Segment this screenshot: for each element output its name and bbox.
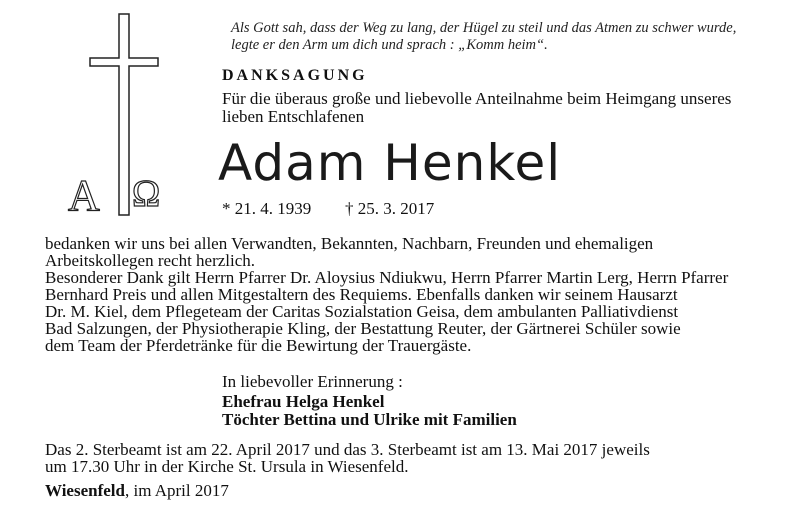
cross-alpha-omega-icon — [60, 10, 170, 225]
deceased-name: Adam Henkel — [218, 134, 562, 192]
place-name: Wiesenfeld — [45, 481, 125, 500]
date-text: , im April 2017 — [124, 481, 229, 500]
body-line-5: Dr. M. Kiel, dem Pflegeteam der Caritas Sozialstation Geisa, dem ambulanten Palliativdienst — [45, 302, 679, 321]
signature-widow: Ehefrau Helga Henkel — [222, 392, 385, 411]
omega-glyph: Ω — [132, 173, 161, 215]
body-line-2: Arbeitskollegen recht herzlich. — [45, 251, 256, 270]
body-line-4: Bernhard Preis und allen Mitgestaltern des Requiems. Ebenfalls danken wir seinem Hausarzt — [45, 285, 678, 304]
body-line-6: Bad Salzungen, der Physiotherapie Kling, der Bestattung Reuter, der Gärtnerei Schüler sowie — [45, 319, 681, 338]
birth-date: * 21. 4. 1939 — [222, 199, 312, 218]
requiem-line-2: um 17.30 Uhr in der Kirche St. Ursula in Wiesenfeld. — [45, 457, 409, 476]
quote-line-2: legte er den Arm um dich und sprach : „Komm heim“. — [231, 37, 548, 53]
body-line-7: dem Team der Pferdetränke für die Bewirtung der Trauergäste. — [45, 336, 472, 355]
body-line-3: Besonderer Dank gilt Herrn Pfarrer Dr. Aloysius Ndiukwu, Herrn Pfarrer Martin Lerg, Herrn Pfarrer — [45, 268, 729, 287]
heading-danksagung: DANKSAGUNG — [222, 67, 368, 84]
body-line-1: bedanken wir uns bei allen Verwandten, Bekannten, Nachbarn, Freunden und ehemaligen — [45, 234, 654, 253]
intro-line-1: Für die überaus große und liebevolle Anteilnahme beim Heimgang unseres — [222, 89, 732, 108]
signature-intro: In liebevoller Erinnerung : — [222, 372, 403, 391]
death-date: † 25. 3. 2017 — [345, 199, 435, 218]
signature-daughters: Töchter Bettina und Ulrike mit Familien — [222, 410, 517, 429]
place-date — [45, 482, 229, 500]
requiem-line-1: Das 2. Sterbeamt ist am 22. April 2017 und das 3. Sterbeamt ist am 13. Mai 2017 jeweils — [45, 440, 650, 459]
alpha-glyph: A — [68, 171, 100, 220]
quote-line-1: Als Gott sah, dass der Weg zu lang, der Hügel zu steil und das Atmen zu schwer wurde, — [231, 20, 737, 36]
intro-line-2: lieben Entschlafenen — [222, 107, 365, 126]
